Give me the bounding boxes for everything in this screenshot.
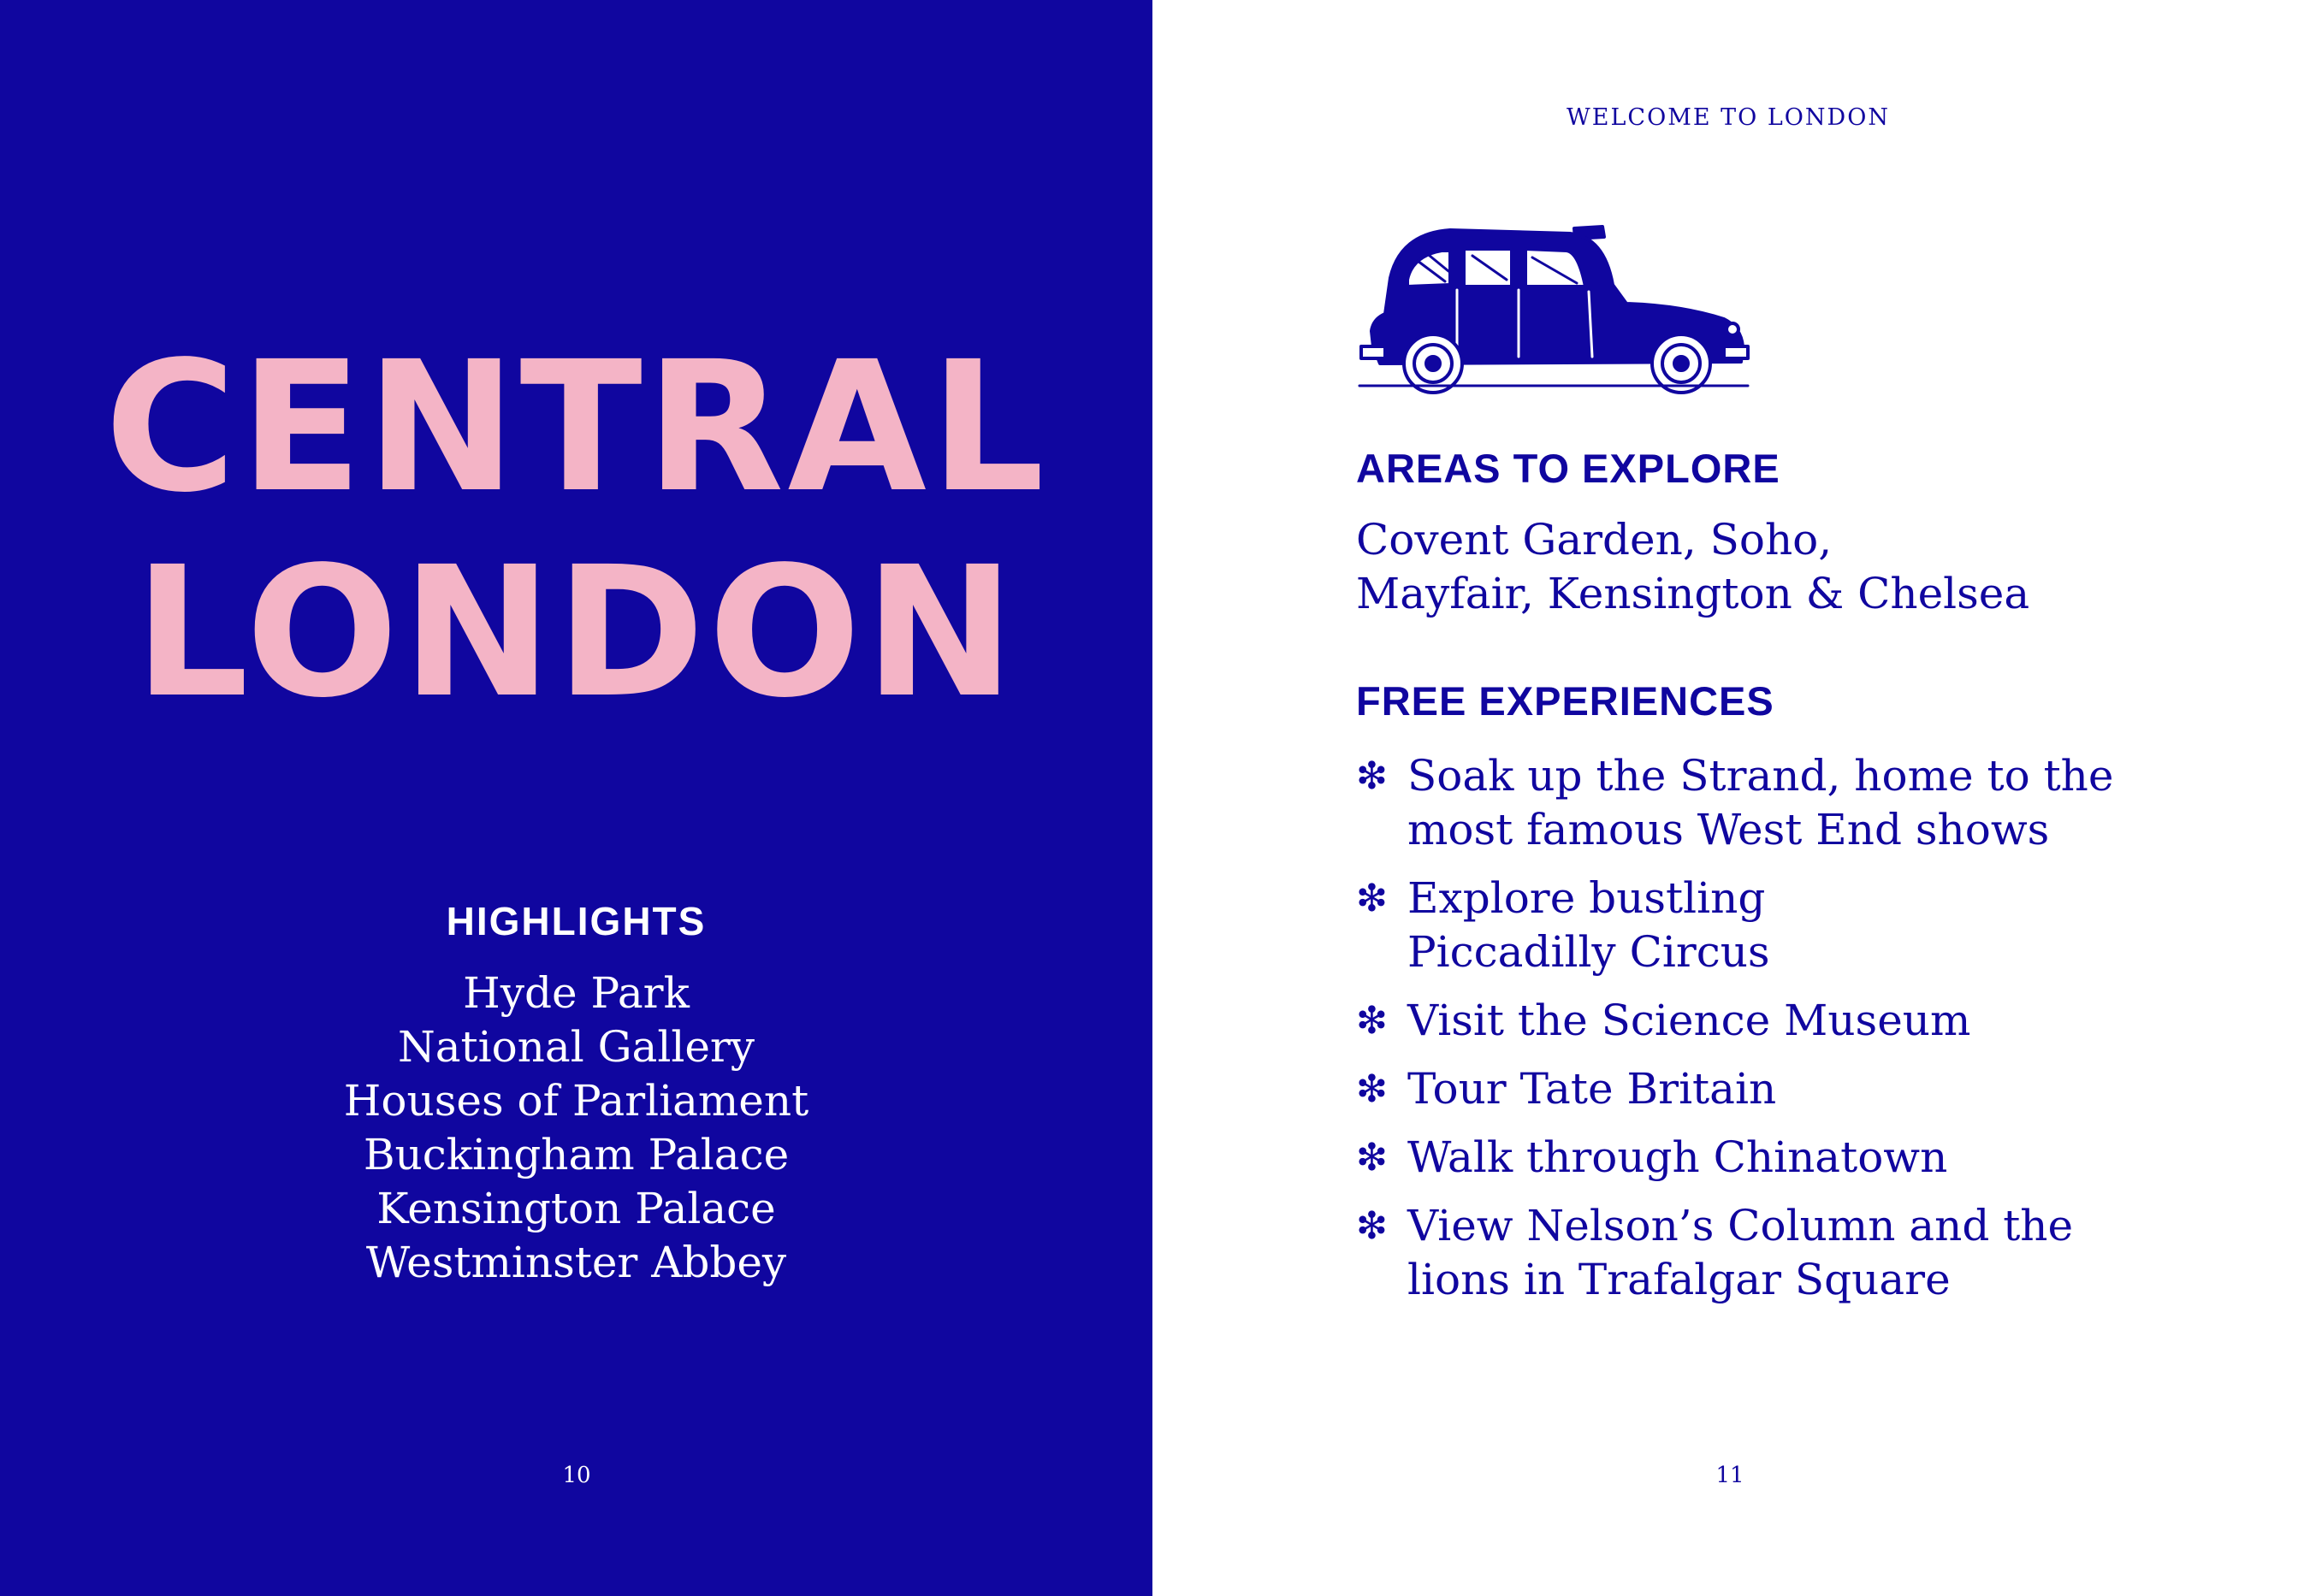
sparkle-bullet-icon: ❇: [1356, 999, 1388, 1043]
experience-line: Soak up the Strand, home to the: [1407, 751, 2114, 801]
areas-text: [1356, 513, 2126, 621]
experience-item: [1356, 994, 2194, 1048]
sparkle-bullet-icon: ❇: [1356, 1136, 1388, 1179]
free-experiences-heading: FREE EXPERIENCES: [1356, 678, 1774, 724]
highlight-item: Kensington Palace: [376, 1184, 776, 1233]
sparkle-bullet-icon: ❇: [1356, 1204, 1388, 1248]
experience-line: Walk through Chinatown: [1407, 1132, 1948, 1182]
experience-line: Visit the Science Museum: [1407, 996, 1971, 1045]
highlights-heading: HIGHLIGHTS: [446, 899, 707, 943]
experiences-list: [1356, 749, 2194, 1321]
experience-line: Explore bustling: [1407, 873, 1766, 923]
areas-heading: AREAS TO EXPLORE: [1356, 446, 1780, 491]
areas-line: Mayfair, Kensington & Chelsea: [1356, 569, 2030, 618]
title-line-1: CENTRAL: [104, 322, 1048, 532]
running-head: WELCOME TO LONDON: [1567, 104, 1890, 131]
highlight-item: Buckingham Palace: [363, 1130, 790, 1179]
experience-line: Tour Tate Britain: [1407, 1064, 1777, 1114]
highlight-item: Hyde Park: [463, 968, 690, 1018]
highlight-item: National Gallery: [397, 1022, 755, 1072]
page-number-right: 11: [1715, 1463, 1744, 1488]
experience-line: View Nelson’s Column and the: [1407, 1201, 2074, 1250]
experience-item: [1356, 1131, 2194, 1185]
highlight-item: Houses of Parliament: [343, 1076, 809, 1126]
experience-line: lions in Trafalgar Square: [1407, 1255, 1951, 1304]
title-line-2: LONDON: [133, 528, 1019, 737]
highlights-list: [0, 966, 1152, 1290]
sparkle-bullet-icon: ❇: [1356, 754, 1388, 798]
experience-line: most famous West End shows: [1407, 805, 2050, 854]
experience-item: [1356, 1199, 2194, 1307]
taxi-illustration: [1356, 218, 1750, 406]
experience-item: [1356, 1062, 2194, 1116]
experience-line: Piccadilly Circus: [1407, 927, 1770, 977]
areas-line: Covent Garden, Soho,: [1356, 515, 1833, 565]
highlight-item: Westminster Abbey: [365, 1238, 787, 1287]
experience-item: [1356, 749, 2194, 857]
page-number-left: 10: [562, 1463, 591, 1488]
sparkle-bullet-icon: ❇: [1356, 877, 1388, 920]
experience-item: [1356, 872, 2194, 979]
sparkle-bullet-icon: ❇: [1356, 1067, 1388, 1111]
